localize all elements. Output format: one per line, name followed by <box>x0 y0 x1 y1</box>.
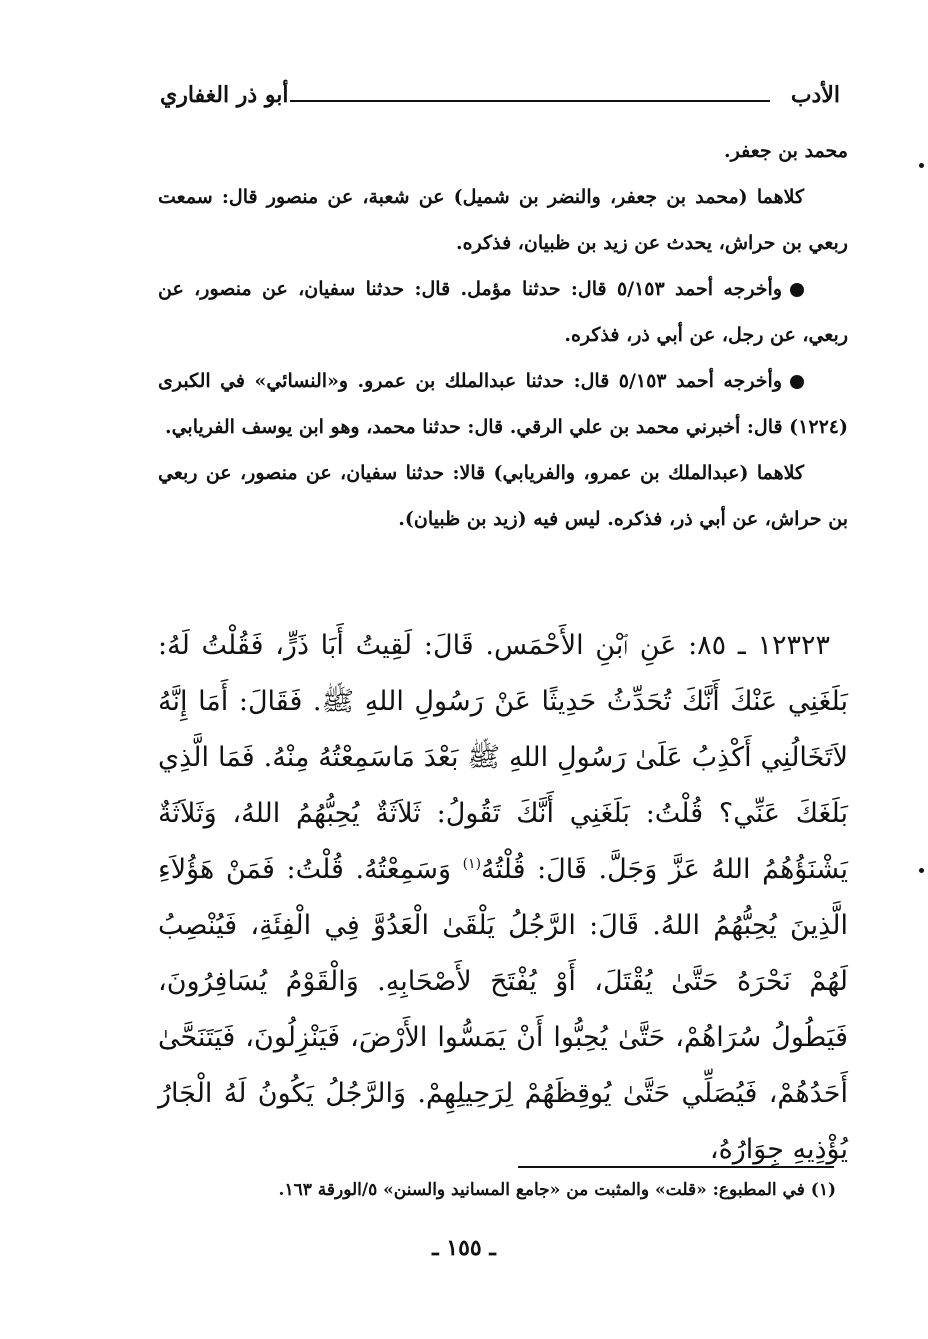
header-rule <box>290 100 770 102</box>
bullet-icon <box>790 375 804 389</box>
note-paragraph: وأخرجه أحمد ٥/١٥٣ قال: حدثنا عبدالملك بن عمرو. و«النسائي» في الكبرى (١٢٢٤) قال: أخبرني محمد بن علي الرقي. قال: حدثنا محمد، وهو ابن يوسف الفريابي. <box>158 370 848 438</box>
hadith-paragraph: ١٢٣٢٣ ـ ٨٥: عَنِ ٱبْنِ الأَحْمَس. قَالَ: لَقِيتُ أَبَا ذَرٍّ، فَقُلْتُ لَهُ: بَلَغَنِي عَنْكَ أَنَّكَ تُحَدِّثُ حَدِيثًا عَنْ رَسُولِ اللهِ ﷺ. فَقَالَ: أَمَا إِنَّهُ لاَتَخَالُنِي أَكْذِبُ عَلَىٰ رَسُولِ اللهِ ﷺ بَعْدَ مَاسَمِعْتُهُ مِنْهُ. فَمَا الَّذِي بَلَغَكَ عَنِّي؟ قُلْتُ: بَلَغَنِي أَنَّكَ تَقُولُ: ثَلاَثَةٌ يُحِبُّهُمُ اللهُ، وَثَلاَثَةٌ يَشْنَؤُهُمُ اللهُ عَزَّ وَجَلَّ. قَالَ: قُلْتُهُ$^{(١)}$ وَسَمِعْتُهُ. قُلْتُ: فَمَنْ هَؤُلاَءِ الَّذِينَ يُحِبُّهُمُ اللهُ. قَالَ: الرَّجُلُ يَلْقَىٰ الْعَدُوَّ فِي الْفِئَةِ، فَيُنْصِبُ لَهُمْ نَحْرَهُ حَتَّىٰ يُقْتَلَ، أَوْ يُفْتَحَ لأَصْحَابِهِ. وَالْقَوْمُ يُسَافِرُونَ، فَيَطُولُ سُرَاهُمْ، حَتَّىٰ يُحِبُّوا أَنْ يَمَسُّوا الأَرْضَ، فَيَنْزِلُونَ، فَيَتَنَحَّىٰ أَحَدُهُمْ، فَيُصَلِّي حَتَّىٰ يُوقِظَهُمْ لِرَحِيلِهِمْ. وَالرَّجُلُ يَكُونُ لَهُ الْجَارُ يُؤْذِيهِ جِوَارُهُ، <box>158 630 849 1165</box>
margin-dot <box>919 868 924 873</box>
page-number: ـ ١٥٥ ـ <box>432 1235 496 1261</box>
margin-dot <box>919 163 924 168</box>
footnote-rule <box>518 1166 834 1168</box>
note-paragraph: وأخرجه أحمد ٥/١٥٣ قال: حدثنا مؤمل. قال: حدثنا سفيان، عن منصور، عن ربعي، عن رجل، عن أبي ذر، فذكره. <box>158 278 848 346</box>
hadith-text <box>158 618 848 1178</box>
footnote: (١) في المطبوع: «قلت» والمثبت من «جامع المسانيد والسنن» ٥/الورقة ١٦٣. <box>278 1180 836 1200</box>
book-title: أبو ذر الغفاري <box>160 82 289 108</box>
isnad-notes <box>158 128 848 542</box>
note-paragraph: كلاهما (محمد بن جعفر، والنضر بن شميل) عن شعبة، عن منصور قال: سمعت ربعي بن حراش، يحدث عن زيد بن ظبيان، فذكره. <box>158 186 848 254</box>
bullet-icon <box>790 283 804 297</box>
footnote-reference: (١) <box>462 856 482 872</box>
chapter-title: الأدب <box>790 82 840 108</box>
running-header <box>160 82 840 122</box>
note-paragraph: كلاهما (عبدالملك بن عمرو، والفريابي) قالا: حدثنا سفيان، عن منصور، عن ربعي بن حراش، عن أبي ذر، فذكره. ليس فيه (زيد بن ظبيان). <box>158 462 848 530</box>
note-paragraph: محمد بن جعفر. <box>723 140 848 162</box>
